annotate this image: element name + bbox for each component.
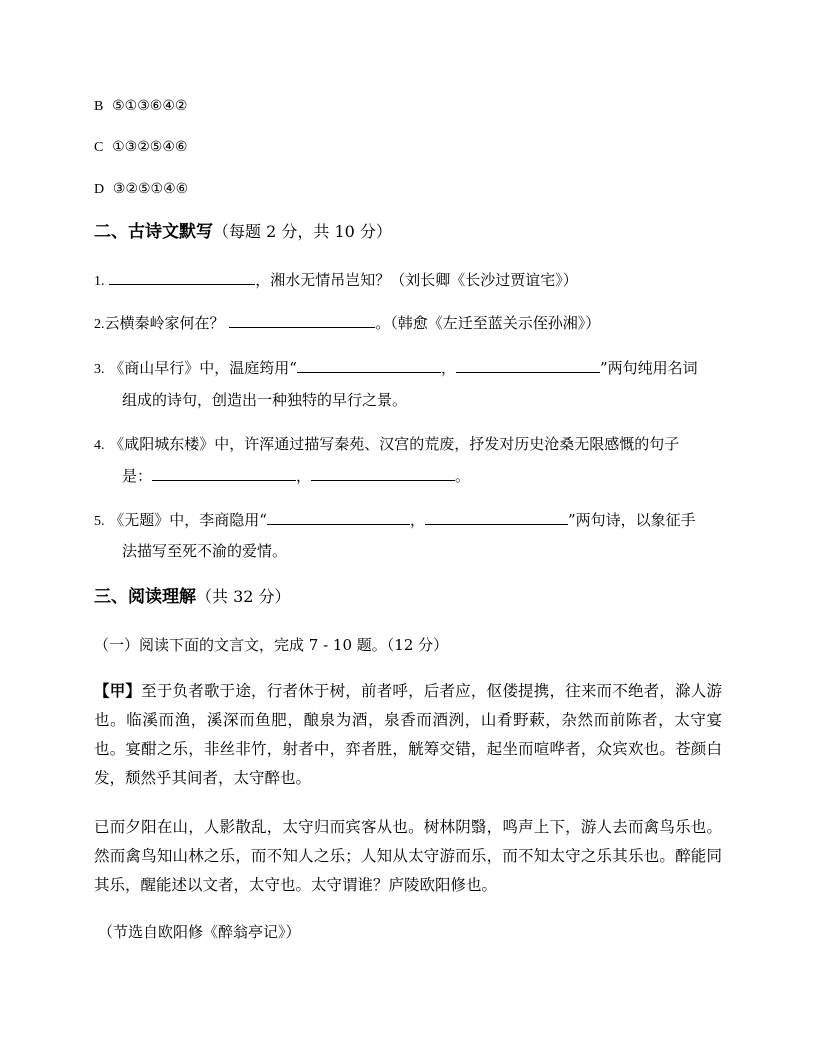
answer-blank[interactable] (267, 510, 410, 525)
option-sequence: ⑤①③⑥④② (112, 98, 188, 114)
option-d (94, 178, 188, 200)
question-text: 《商山早行》中，温庭筠用“ (109, 359, 297, 377)
question-text: 《咸阳城东楼》中，许浑通过描写秦苑、汉宫的荒废，抒发对历史沧桑无限感慨的句子 (109, 435, 680, 453)
option-b (94, 95, 187, 117)
question-number: 2. (94, 317, 105, 332)
question-2 (94, 313, 600, 335)
question-text: 是： (122, 467, 153, 485)
option-label: D (94, 182, 105, 197)
option-label: B (94, 99, 104, 114)
answer-blank[interactable] (311, 466, 455, 481)
answer-blank[interactable] (297, 358, 441, 373)
option-c (94, 136, 187, 158)
question-3-line2: 组成的诗句，创造出一种独特的早行之景。 (122, 391, 408, 409)
passage-source: （节选自欧阳修《醉翁亭记》） (98, 923, 301, 941)
reading-subheading: （一）阅读下面的文言文，完成 7 - 10 题。（12 分） (94, 636, 449, 654)
question-3 (94, 358, 698, 380)
question-4 (94, 434, 679, 456)
answer-blank[interactable] (229, 313, 375, 328)
question-5 (94, 510, 696, 532)
answer-blank[interactable] (109, 270, 255, 285)
option-sequence: ③②⑤①④⑥ (112, 181, 189, 197)
question-4-line2 (122, 466, 470, 486)
answer-blank[interactable] (425, 510, 568, 525)
question-number: 1. (94, 274, 105, 289)
option-sequence: ①③②⑤④⑥ (112, 139, 188, 155)
question-text: 《无题》中，李商隐用“ (109, 511, 267, 529)
question-text: 。（韩愈《左迁至蓝关示侄孙湘》） (375, 314, 601, 332)
section3-heading (94, 586, 291, 608)
section3-note: （共 32 分） (196, 587, 291, 606)
question-number: 3. (94, 362, 105, 377)
option-label: C (94, 140, 104, 155)
question-1 (94, 270, 578, 292)
question-text: 。 (455, 467, 471, 485)
passage-paragraph-2: 已而夕阳在山，人影散乱，太守归而宾客从也。树林阴翳，鸣声上下，游人去而禽鸟乐也。然而禽鸟知山林之乐，而不知人之乐；人知从太守游而乐，而不知太守之乐其乐也。醉能同其乐，醒能述以文者，太守也。太守谓谁？庐陵欧阳修也。 (94, 818, 722, 894)
section2-note: （每题 2 分，共 10 分） (213, 222, 392, 241)
section2-heading (94, 221, 392, 243)
passage-label: 【甲】 (94, 681, 142, 700)
question-text: ”两句诗，以象征手 (567, 511, 696, 529)
question-text: ， (409, 511, 425, 529)
question-number: 5. (94, 514, 105, 529)
question-text: ，湘水无情吊岂知？（刘长卿《长沙过贾谊宅》） (255, 271, 578, 289)
question-text: ， (296, 467, 312, 485)
passage-jia (94, 676, 722, 793)
passage-text: 至于负者歌于途，行者休于树，前者呼，后者应，伛偻提携，往来而不绝者，滁人游也。临溪而渔，溪深而鱼肥，酿泉为酒，泉香而酒洌，山肴野蔌，杂然而前陈者，太守宴也。宴酣之乐，非丝非竹，射者中，弈者胜，觥筹交错，起坐而喧哗者，众宾欢也。苍颜白发，颓然乎其间者，太守醉也。 (94, 682, 722, 787)
answer-blank[interactable] (152, 466, 296, 481)
question-text: ， (440, 359, 456, 377)
question-text: ”两句纯用名词 (599, 359, 698, 377)
section3-title: 三、阅读理解 (94, 587, 196, 607)
answer-blank[interactable] (456, 358, 600, 373)
question-number: 4. (94, 438, 105, 453)
question-text: 云横秦岭家何在？ (104, 314, 225, 332)
section2-title: 二、古诗文默写 (94, 222, 213, 242)
question-5-line2: 法描写至死不渝的爱情。 (122, 542, 288, 560)
